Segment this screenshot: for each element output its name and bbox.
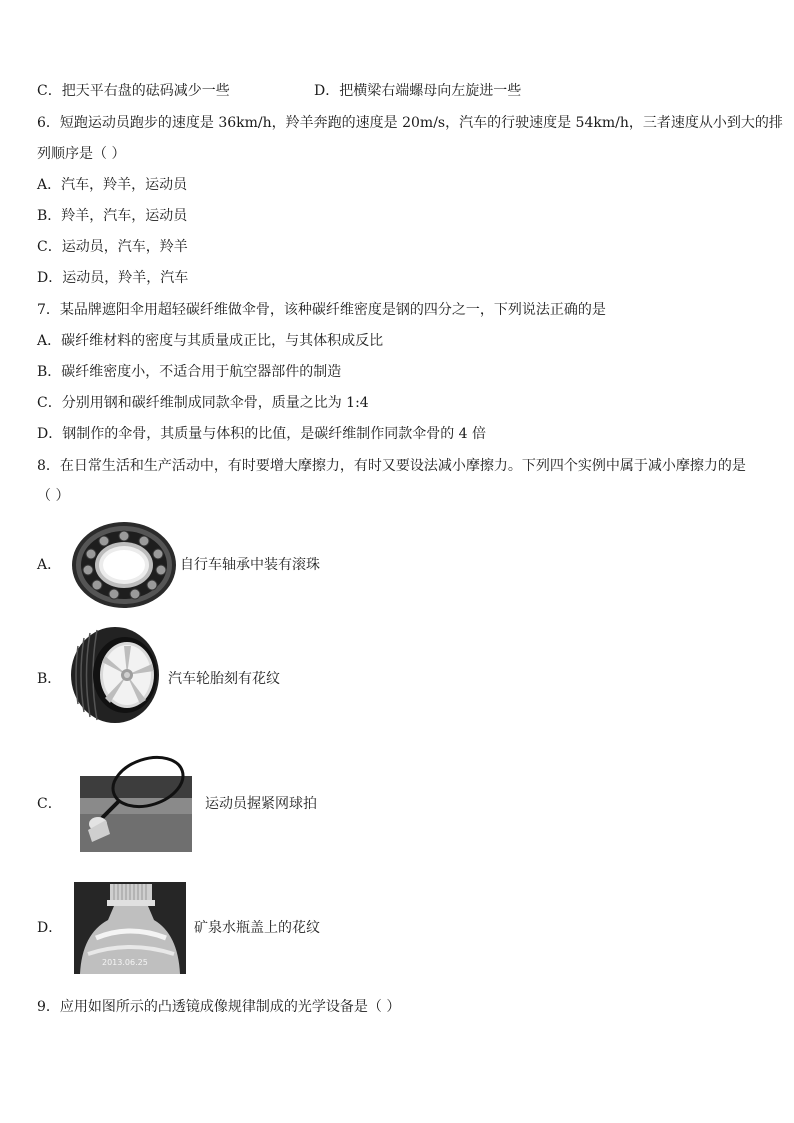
q8-option-a-label: A． bbox=[37, 557, 62, 573]
q9-stem: 9．应用如图所示的凸透镜成像规律制成的光学设备是（ ） bbox=[37, 999, 401, 1015]
water-bottle-cap-image bbox=[74, 882, 186, 974]
q8-stem-line1: 8．在日常生活和生产活动中，有时要增大摩擦力，有时又要设法减小摩擦力。下列四个实例中属于减小摩擦力的是 bbox=[37, 458, 746, 474]
q5-option-d: D．把横梁右端螺母向左旋进一些 bbox=[314, 83, 522, 99]
q6-option-a: A．汽车，羚羊，运动员 bbox=[37, 177, 188, 193]
q8-stem-line2: （ ） bbox=[37, 488, 70, 504]
q6-stem-line1: 6．短跑运动员跑步的速度是 36km/h，羚羊奔跑的速度是 20m/s，汽车的行驶速度是 54km/h，三者速度从小到大的排 bbox=[37, 115, 783, 131]
q7-option-a: A．碳纤维材料的密度与其质量成正比，与其体积成反比 bbox=[37, 333, 384, 349]
q8-option-b-label: B． bbox=[37, 671, 62, 687]
ball-bearing-image bbox=[70, 520, 178, 610]
car-tire-image bbox=[70, 626, 160, 724]
q8-option-b-text: 汽车轮胎刻有花纹 bbox=[168, 671, 280, 687]
q5-option-c: C．把天平右盘的砝码减少一些 bbox=[37, 83, 230, 99]
q8-option-d-label: D． bbox=[37, 920, 63, 936]
q5-options-row bbox=[37, 81, 757, 101]
q7-option-d: D．钢制作的伞骨，其质量与体积的比值，是碳纤维制作同款伞骨的 4 倍 bbox=[37, 426, 487, 442]
q7-option-b: B．碳纤维密度小，不适合用于航空器部件的制造 bbox=[37, 364, 342, 380]
q6-stem-line2: 列顺序是（ ） bbox=[37, 146, 126, 162]
q8-option-c-text: 运动员握紧网球拍 bbox=[205, 796, 317, 812]
q7-option-c: C．分别用钢和碳纤维制成同款伞骨，质量之比为 1:4 bbox=[37, 395, 369, 411]
q6-option-b: B．羚羊，汽车，运动员 bbox=[37, 208, 188, 224]
q8-option-d-text: 矿泉水瓶盖上的花纹 bbox=[194, 920, 320, 936]
bottle-stamp-text: 2013.06.25 bbox=[102, 958, 148, 967]
tennis-racket-image bbox=[80, 752, 192, 852]
q8-option-a-text: 自行车轴承中装有滚珠 bbox=[180, 557, 320, 573]
q6-option-c: C．运动员，汽车，羚羊 bbox=[37, 239, 188, 255]
q6-option-d: D．运动员，羚羊，汽车 bbox=[37, 270, 189, 286]
q7-stem: 7．某品牌遮阳伞用超轻碳纤维做伞骨，该种碳纤维密度是钢的四分之一，下列说法正确的是 bbox=[37, 302, 606, 318]
q8-option-c-label: C． bbox=[37, 796, 62, 812]
